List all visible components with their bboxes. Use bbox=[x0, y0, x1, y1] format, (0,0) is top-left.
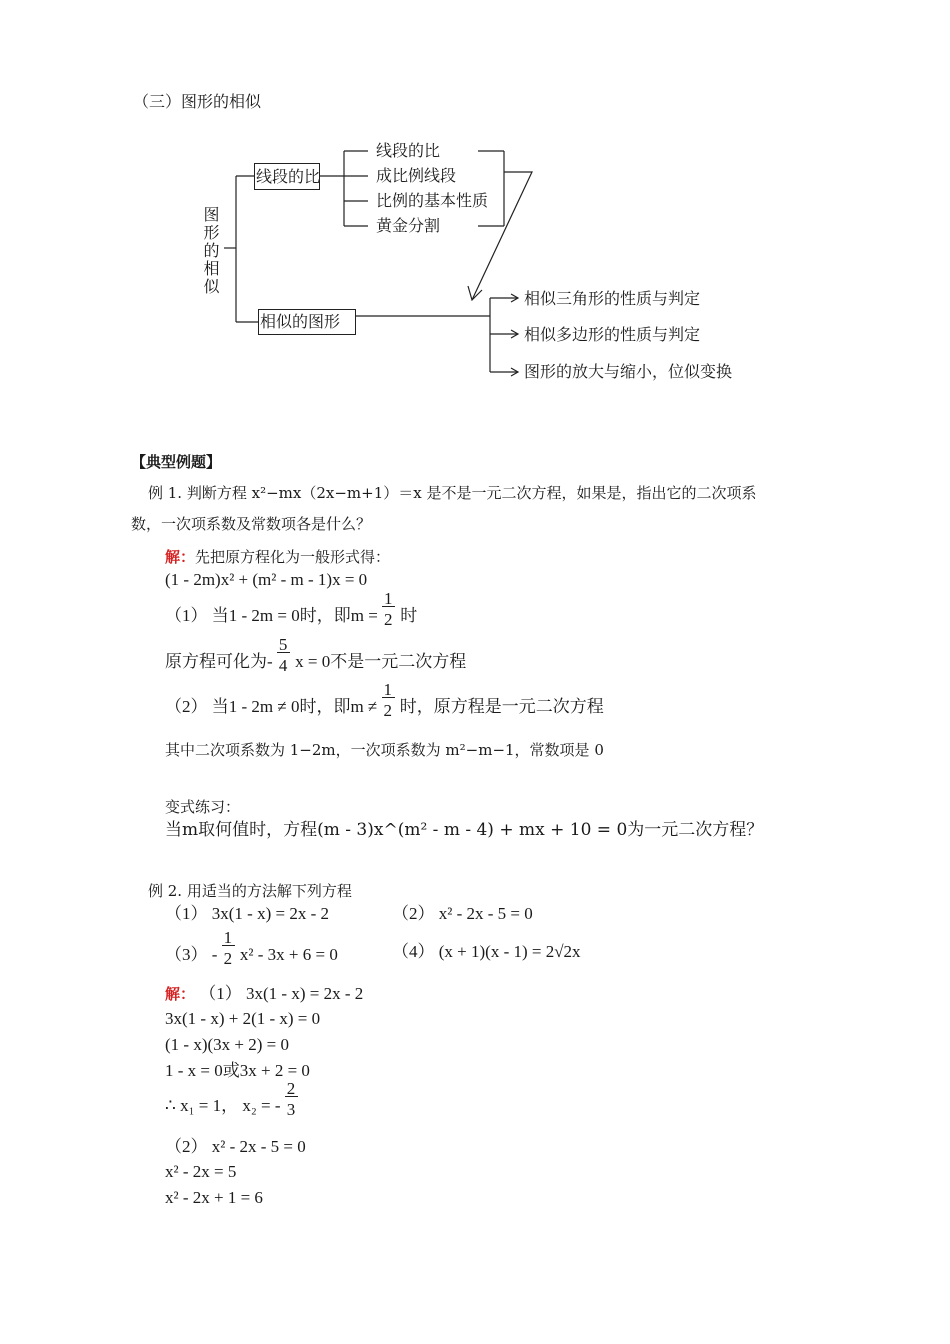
sol1-head-text: （1） 3x(1 - x) = 2x - 2 bbox=[199, 984, 364, 1003]
sol2-head: （2） x² - 2x - 5 = 0 bbox=[165, 1137, 306, 1156]
half-numerator: 1 bbox=[384, 589, 393, 608]
sol2-step: x² - 2x = 5 bbox=[165, 1162, 237, 1181]
example1-line2: 数，一次项系数及常数项各是什么？ bbox=[131, 515, 372, 533]
fraction-bar bbox=[222, 945, 235, 946]
eq3-prefix: （3） - bbox=[165, 945, 222, 964]
case2-text: （2） 当1 - 2m ≠ 0时，即m ≠ bbox=[165, 697, 382, 716]
three-denominator: 3 bbox=[286, 1100, 296, 1119]
half-denominator: 2 bbox=[383, 701, 393, 720]
two-numerator: 2 bbox=[286, 1079, 296, 1098]
fraction-bar bbox=[277, 652, 290, 653]
case1 bbox=[165, 589, 418, 629]
example1-line1: 例 1. 判断方程 x²−mx（2x−m+1）＝x 是不是一元二次方程，如果是，指出它的二次项系 bbox=[148, 484, 757, 502]
branch2-item: 图形的放大与缩小，位似变换 bbox=[524, 362, 733, 381]
eq3 bbox=[165, 928, 338, 968]
sol1-step: 1 - x = 0或3x + 2 = 0 bbox=[165, 1061, 310, 1080]
sol2-step: x² - 2x + 1 = 6 bbox=[165, 1188, 263, 1207]
branch2-item: 相似三角形的性质与判定 bbox=[524, 289, 701, 308]
branch1-label: 线段的比 bbox=[256, 167, 321, 186]
solution-label-2: 解： bbox=[165, 985, 196, 1003]
reduced-prefix: 原方程可化为- bbox=[165, 652, 277, 671]
examples-heading: 【典型例题】 bbox=[131, 453, 222, 471]
eq3-tail: x² - 3x + 6 = 0 bbox=[239, 945, 338, 964]
sol1-head bbox=[165, 985, 363, 1002]
five-numerator: 5 bbox=[278, 635, 288, 654]
eq2: （2） x² - 2x - 5 = 0 bbox=[392, 904, 533, 923]
eq-general: (1 - 2m)x² + (m² - m - 1)x = 0 bbox=[165, 570, 368, 589]
case2 bbox=[165, 680, 604, 720]
variant-question: 当m取何值时，方程(m - 3)x^(m² - m - 4) + mx + 10 = 0为一元二次方程？ bbox=[165, 820, 764, 840]
case1-text: （1） 当1 - 2m = 0时，即m = bbox=[165, 606, 383, 625]
case1-tail: 时 bbox=[400, 606, 418, 625]
section-title: （三）图形的相似 bbox=[133, 92, 262, 111]
branch2-label: 相似的图形 bbox=[260, 312, 341, 331]
solution-intro: 先把原方程化为一般形式得： bbox=[195, 548, 391, 566]
fraction-bar bbox=[382, 697, 395, 698]
example2-title: 例 2. 用适当的方法解下列方程 bbox=[148, 882, 352, 900]
fraction-bar bbox=[382, 606, 395, 607]
sol1-step: (1 - x)(3x + 2) = 0 bbox=[165, 1035, 289, 1054]
half-denominator: 2 bbox=[384, 610, 393, 629]
four-denominator: 4 bbox=[278, 656, 288, 675]
half-denominator: 2 bbox=[223, 949, 233, 968]
branch1-item: 成比例线段 bbox=[376, 166, 457, 185]
eq1: （1） 3x(1 - x) = 2x - 2 bbox=[165, 904, 329, 923]
branch1-item: 线段的比 bbox=[376, 141, 441, 160]
branch1-item: 比例的基本性质 bbox=[376, 191, 489, 210]
half-numerator: 1 bbox=[383, 680, 393, 699]
reduced-tail: x = 0不是一元二次方程 bbox=[295, 652, 467, 671]
branch1-item: 黄金分割 bbox=[376, 216, 441, 235]
coefficients: 其中二次项系数为 1−2m，一次项系数为 m²−m−1，常数项是 0 bbox=[165, 741, 604, 759]
diagram-root: 图形的相似 bbox=[201, 206, 220, 296]
sol1-result bbox=[165, 1079, 299, 1119]
eq4: （4） (x + 1)(x - 1) = 2√2x bbox=[392, 942, 581, 961]
diagram-connectors bbox=[0, 0, 950, 420]
reduced-equation bbox=[165, 635, 467, 675]
sol1-result-text: ∴ x₁ = 1， x₂ = - bbox=[165, 1096, 285, 1115]
fraction-bar bbox=[285, 1096, 298, 1097]
variant-title: 变式练习： bbox=[165, 798, 241, 816]
sol1-step: 3x(1 - x) + 2(1 - x) = 0 bbox=[165, 1009, 321, 1028]
branch2-item: 相似多边形的性质与判定 bbox=[524, 325, 701, 344]
case2-tail: 时，原方程是一元二次方程 bbox=[399, 697, 604, 716]
half-numerator: 1 bbox=[223, 928, 233, 947]
solution-label: 解： bbox=[165, 548, 196, 566]
